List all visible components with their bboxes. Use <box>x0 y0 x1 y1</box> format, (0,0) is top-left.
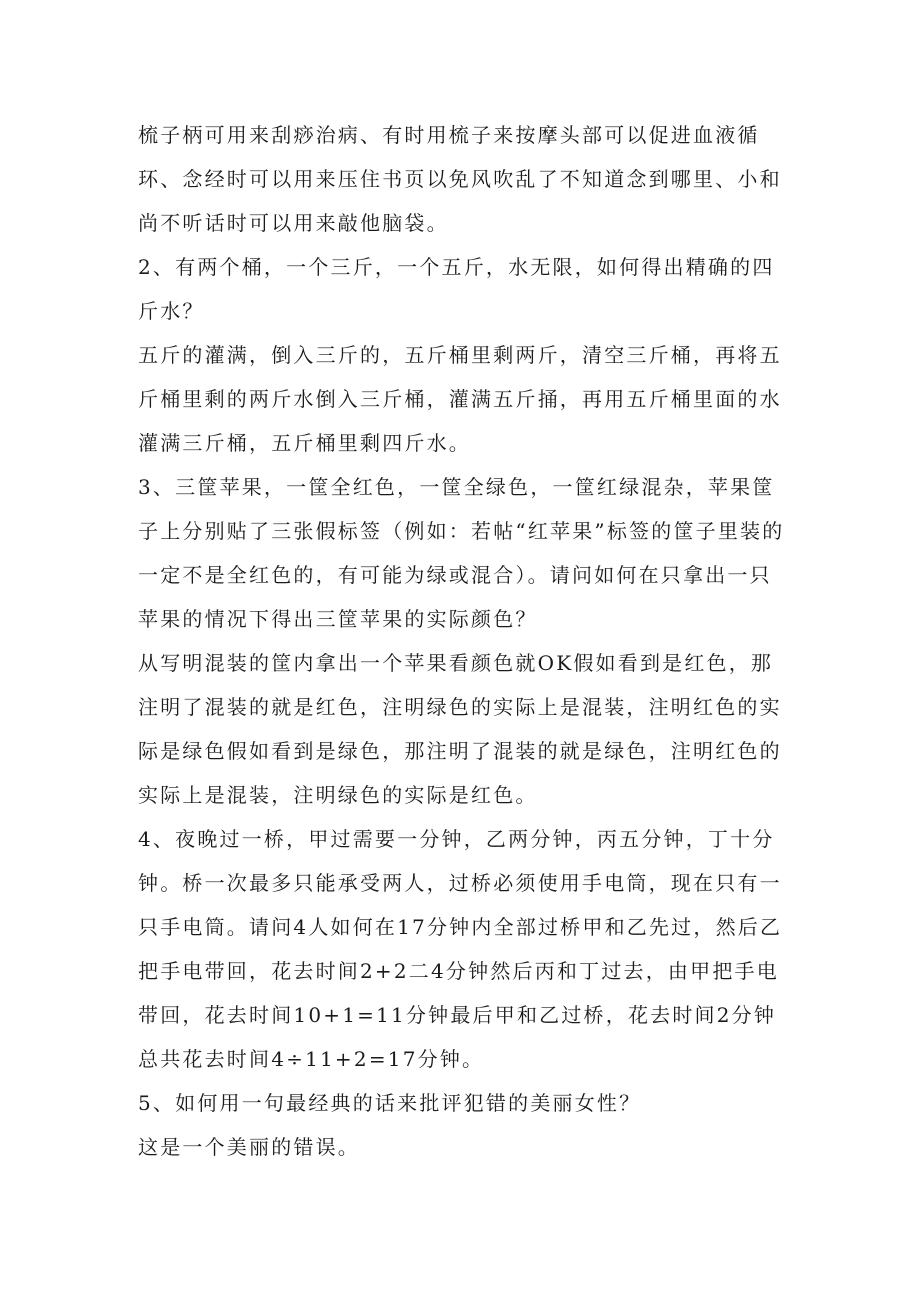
paragraph-comb-uses: 梳子柄可用来刮痧治病、有时用梳子来按摩头部可以促进血液循环、念经时可以用来压住书页以免风吹乱了不知道念到哪里、小和尚不听话时可以用来敲他脑袋。 <box>138 123 782 235</box>
answer-2: 五斤的灌满，倒入三斤的，五斤桶里剩两斤，清空三斤桶，再将五斤桶里剩的两斤水倒入三斤桶，灌满五斤捅，再用五斤桶里面的水灌满三斤桶，五斤桶里剩四斤水。 <box>138 343 782 455</box>
answer-3: 从写明混装的筐内拿出一个苹果看颜色就OK假如看到是红色，那注明了混装的就是红色，注明绿色的实际上是混装，注明红色的实际是绿色假如看到是绿色，那注明了混装的就是绿色，注明红色的实际上是混装，注明绿色的实际是红色。 <box>138 651 782 807</box>
question-3: 3、三筐苹果，一筐全红色，一筐全绿色，一筐红绿混杂，苹果筐子上分别贴了三张假标签（例如：若帖“红苹果”标签的筐子里装的一定不是全红色的，有可能为绿或混合）。请问如何在只拿出一只苹果的情况下得出三筐苹果的实际颜色？ <box>138 475 785 631</box>
question-5: 5、如何用一句最经典的话来批评犯错的美丽女性？ <box>138 1091 642 1115</box>
document-body <box>138 113 788 1169</box>
answer-5: 这是一个美丽的错误。 <box>138 1135 360 1159</box>
question-4: 4、夜晚过一桥，甲过需要一分钟，乙两分钟，丙五分钟，丁十分钟。桥一次最多只能承受两人，过桥必须使用手电筒，现在只有一只手电筒。请问4人如何在17分钟内全部过桥甲和乙先过，然后乙把手电带回，花去时间2+2二4分钟然后丙和丁过去，由甲把手电带回，花去时间10+1=11分钟最后甲和乙过桥，花去时间2分钟总共花去时间4÷11+2=17分钟。 <box>138 827 783 1071</box>
question-2: 2、有两个桶，一个三斤，一个五斤，水无限，如何得出精确的四斤水？ <box>138 255 775 323</box>
